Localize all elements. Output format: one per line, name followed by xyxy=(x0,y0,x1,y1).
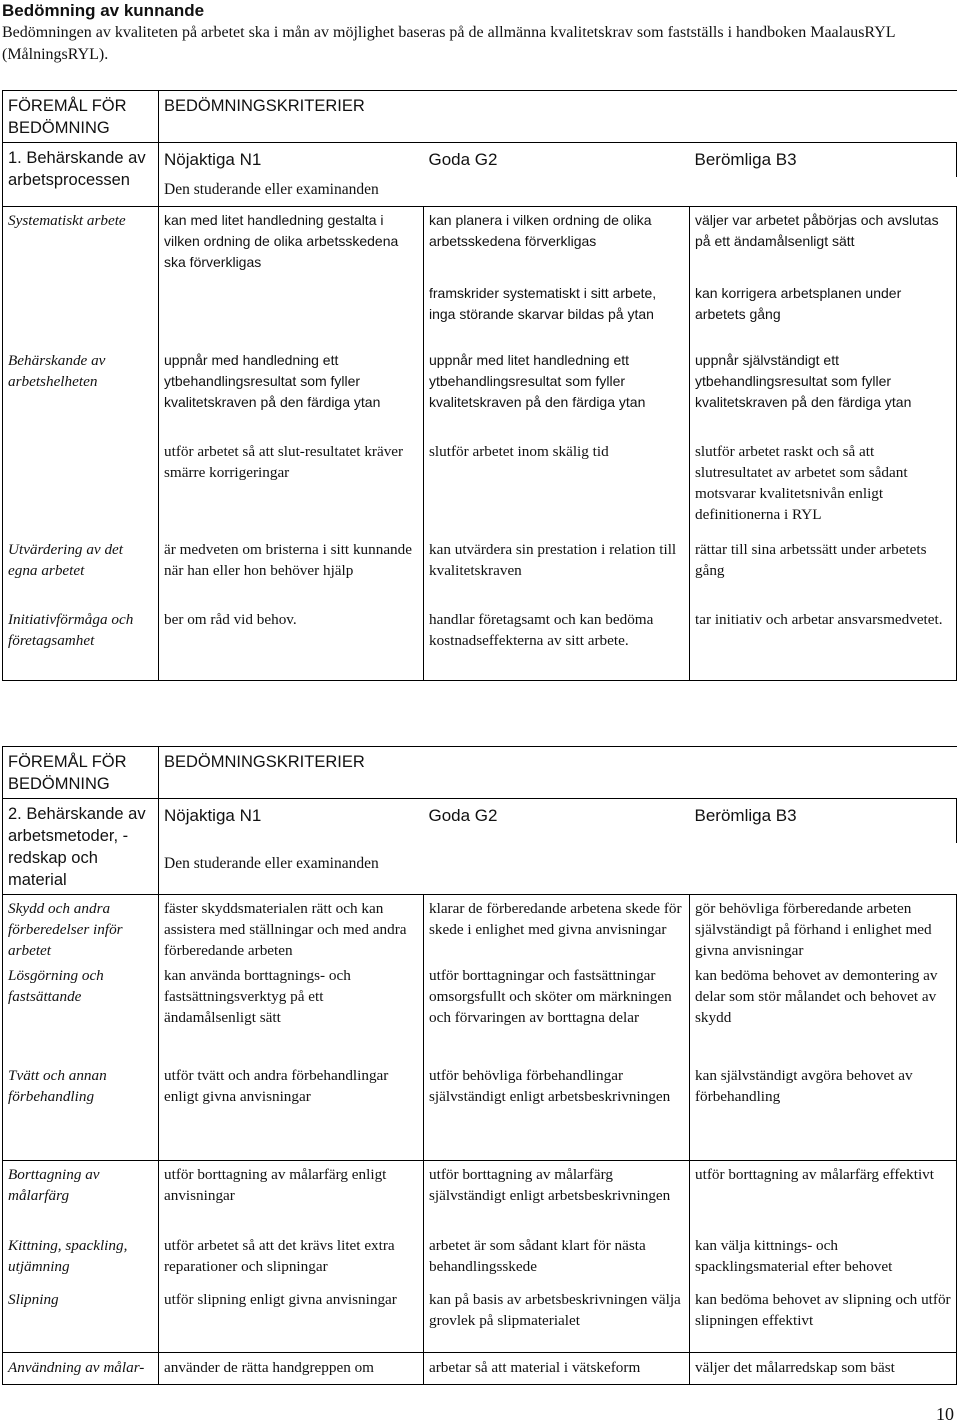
cell-g2: kan utvärdera sin prestation i relation till kvalitetskraven xyxy=(424,539,690,609)
row-area xyxy=(3,283,159,350)
cell-b3: tar initiativ och arbetar ansvarsmedvetet. xyxy=(690,609,957,681)
table-row xyxy=(3,283,957,350)
cell-g2: slutför arbetet inom skälig tid xyxy=(424,441,690,539)
criteria-header: BEDÖMNINGSKRITERIER xyxy=(159,747,957,799)
cell-g2: arbetet är som sådant klart för nästa behandlingsskede xyxy=(424,1235,690,1289)
cell-g2: kan planera i vilken ordning de olika arbetsskedena förverkligas xyxy=(424,207,690,283)
section-title: 1. Behärskande av arbetsprocessen xyxy=(3,143,159,207)
page-heading: Bedömning av kunnande xyxy=(2,1,205,20)
cell-n1: utför slipning enligt givna anvisningar xyxy=(159,1289,424,1353)
row-area xyxy=(3,441,159,539)
table-row xyxy=(3,965,957,1065)
cell-g2: utför borttagningar och fastsättningar omsorgsfullt och sköter om märkningen och förvaringen av borttagna delar xyxy=(424,965,690,1065)
object-header: FÖREMÅL FÖR BEDÖMNING xyxy=(3,91,159,143)
cell-n1: utför arbetet så att slut-resultatet kräver smärre korrigeringar xyxy=(159,441,424,539)
row-area: Skydd och andra förberedelser inför arbetet xyxy=(3,895,159,965)
table-row xyxy=(3,1289,957,1353)
cell-n1: utför borttagning av målarfärg enligt anvisningar xyxy=(159,1161,424,1235)
row-area: Användning av målar- xyxy=(3,1353,159,1385)
cell-n1: kan med litet handledning gestalta i vilken ordning de olika arbetsskedena ska förverkligas xyxy=(159,207,424,283)
criteria-header: BEDÖMNINGSKRITERIER xyxy=(159,91,957,143)
cell-n1: fäster skyddsmaterialen rätt och kan assistera med ställningar och med andra förberedande arbeten xyxy=(159,895,424,965)
table-row xyxy=(3,350,957,441)
cell-b3: utför borttagning av målarfärg effektivt xyxy=(690,1161,957,1235)
row-area: Behärskande av arbetshelheten xyxy=(3,350,159,441)
table-row xyxy=(3,1235,957,1289)
table-row xyxy=(3,207,957,283)
table-row xyxy=(3,1065,957,1161)
table-row xyxy=(3,1161,957,1235)
row-area: Tvätt och annan förbehandling xyxy=(3,1065,159,1161)
cell-n1: utför tvätt och andra förbehandlingar enligt givna anvisningar xyxy=(159,1065,424,1161)
row-area: Lösgörning och fastsättande xyxy=(3,965,159,1065)
table-row xyxy=(3,609,957,681)
cell-g2: framskrider systematiskt i sitt arbete, inga störande skarvar bildas på ytan xyxy=(424,283,690,350)
cell-g2: utför behövliga förbehandlingar självständigt enligt arbetsbeskrivningen xyxy=(424,1065,690,1161)
cell-g2: uppnår med litet handledning ett ytbehandlingsresultat som fyller kvalitetskraven på den färdiga ytan xyxy=(424,350,690,441)
cell-n1: uppnår med handledning ett ytbehandlingsresultat som fyller kvalitetskraven på den färdiga ytan xyxy=(159,350,424,441)
level-n1: Nöjaktiga N1 xyxy=(159,799,424,843)
table-row xyxy=(3,1353,957,1385)
cell-b3: kan bedöma behovet av demontering av delar som stör målandet och behovet av skydd xyxy=(690,965,957,1065)
level-b3: Berömliga B3 xyxy=(690,143,957,177)
cell-n1: utför arbetet så att det krävs litet extra reparationer och slipningar xyxy=(159,1235,424,1289)
cell-b3: kan korrigera arbetsplanen under arbetets gång xyxy=(690,283,957,350)
cell-g2: handlar företagsamt och kan bedöma kostnadseffekterna av sitt arbete. xyxy=(424,609,690,681)
table-row xyxy=(3,539,957,609)
cell-n1 xyxy=(159,283,424,350)
cell-b3: kan välja kittnings- och spacklingsmaterial efter behovet xyxy=(690,1235,957,1289)
student-line: Den studerande eller examinanden xyxy=(159,843,957,895)
cell-g2: arbetar så att material i vätskeform xyxy=(424,1353,690,1385)
cell-b3: slutför arbetet raskt och så att slutresultatet av arbetet som sådant motsvarar kvalitetsnivån enligt definitionerna i RYL xyxy=(690,441,957,539)
section-title: 2. Behärskande av arbetsmetoder, -redskap och material xyxy=(3,799,159,895)
row-area: Systematiskt arbete xyxy=(3,207,159,283)
cell-b3: gör behövliga förberedande arbeten självständigt på förhand i enlighet med givna anvisningar xyxy=(690,895,957,965)
row-area: Utvärdering av det egna arbetet xyxy=(3,539,159,609)
intro-section xyxy=(2,0,957,66)
table-row xyxy=(3,895,957,965)
cell-b3: kan bedöma behovet av slipning och utför slipningen effektivt xyxy=(690,1289,957,1353)
intro-paragraph: Bedömningen av kvaliteten på arbetet ska i mån av möjlighet baseras på de allmänna kvalitetskrav som fastställs i handboken MaalausRYL (MålningsRYL). xyxy=(2,24,895,63)
table-row xyxy=(3,441,957,539)
cell-n1: ber om råd vid behov. xyxy=(159,609,424,681)
cell-n1: kan använda borttagnings- och fastsättningsverktyg på ett ändamålsenligt sätt xyxy=(159,965,424,1065)
cell-n1: är medveten om bristerna i sitt kunnande när han eller hon behöver hjälp xyxy=(159,539,424,609)
level-g2: Goda G2 xyxy=(424,143,690,177)
cell-b3: väljer det målarredskap som bäst xyxy=(690,1353,957,1385)
cell-g2: kan på basis av arbetsbeskrivningen välja grovlek på slipmaterialet xyxy=(424,1289,690,1353)
level-b3: Berömliga B3 xyxy=(690,799,957,843)
level-g2: Goda G2 xyxy=(424,799,690,843)
cell-n1: använder de rätta handgreppen om xyxy=(159,1353,424,1385)
level-n1: Nöjaktiga N1 xyxy=(159,143,424,177)
row-area: Initiativförmåga och företagsamhet xyxy=(3,609,159,681)
object-header: FÖREMÅL FÖR BEDÖMNING xyxy=(3,747,159,799)
cell-b3: uppnår självständigt ett ytbehandlingsresultat som fyller kvalitetskraven på den färdiga ytan xyxy=(690,350,957,441)
criteria-table-2 xyxy=(2,746,957,1385)
row-area: Kittning, spackling, utjämning xyxy=(3,1235,159,1289)
student-line: Den studerande eller examinanden xyxy=(159,177,957,207)
cell-g2: klarar de förberedande arbetena skede för skede i enlighet med givna anvisningar xyxy=(424,895,690,965)
criteria-table-1 xyxy=(2,90,957,681)
cell-g2: utför borttagning av målarfärg självständigt enligt arbetsbeskrivningen xyxy=(424,1161,690,1235)
cell-b3: väljer var arbetet påbörjas och avslutas på ett ändamålsenligt sätt xyxy=(690,207,957,283)
cell-b3: kan självständigt avgöra behovet av förbehandling xyxy=(690,1065,957,1161)
row-area: Slipning xyxy=(3,1289,159,1353)
page-number: 10 xyxy=(936,1404,954,1424)
cell-b3: rättar till sina arbetssätt under arbetets gång xyxy=(690,539,957,609)
row-area: Borttagning av målarfärg xyxy=(3,1161,159,1235)
